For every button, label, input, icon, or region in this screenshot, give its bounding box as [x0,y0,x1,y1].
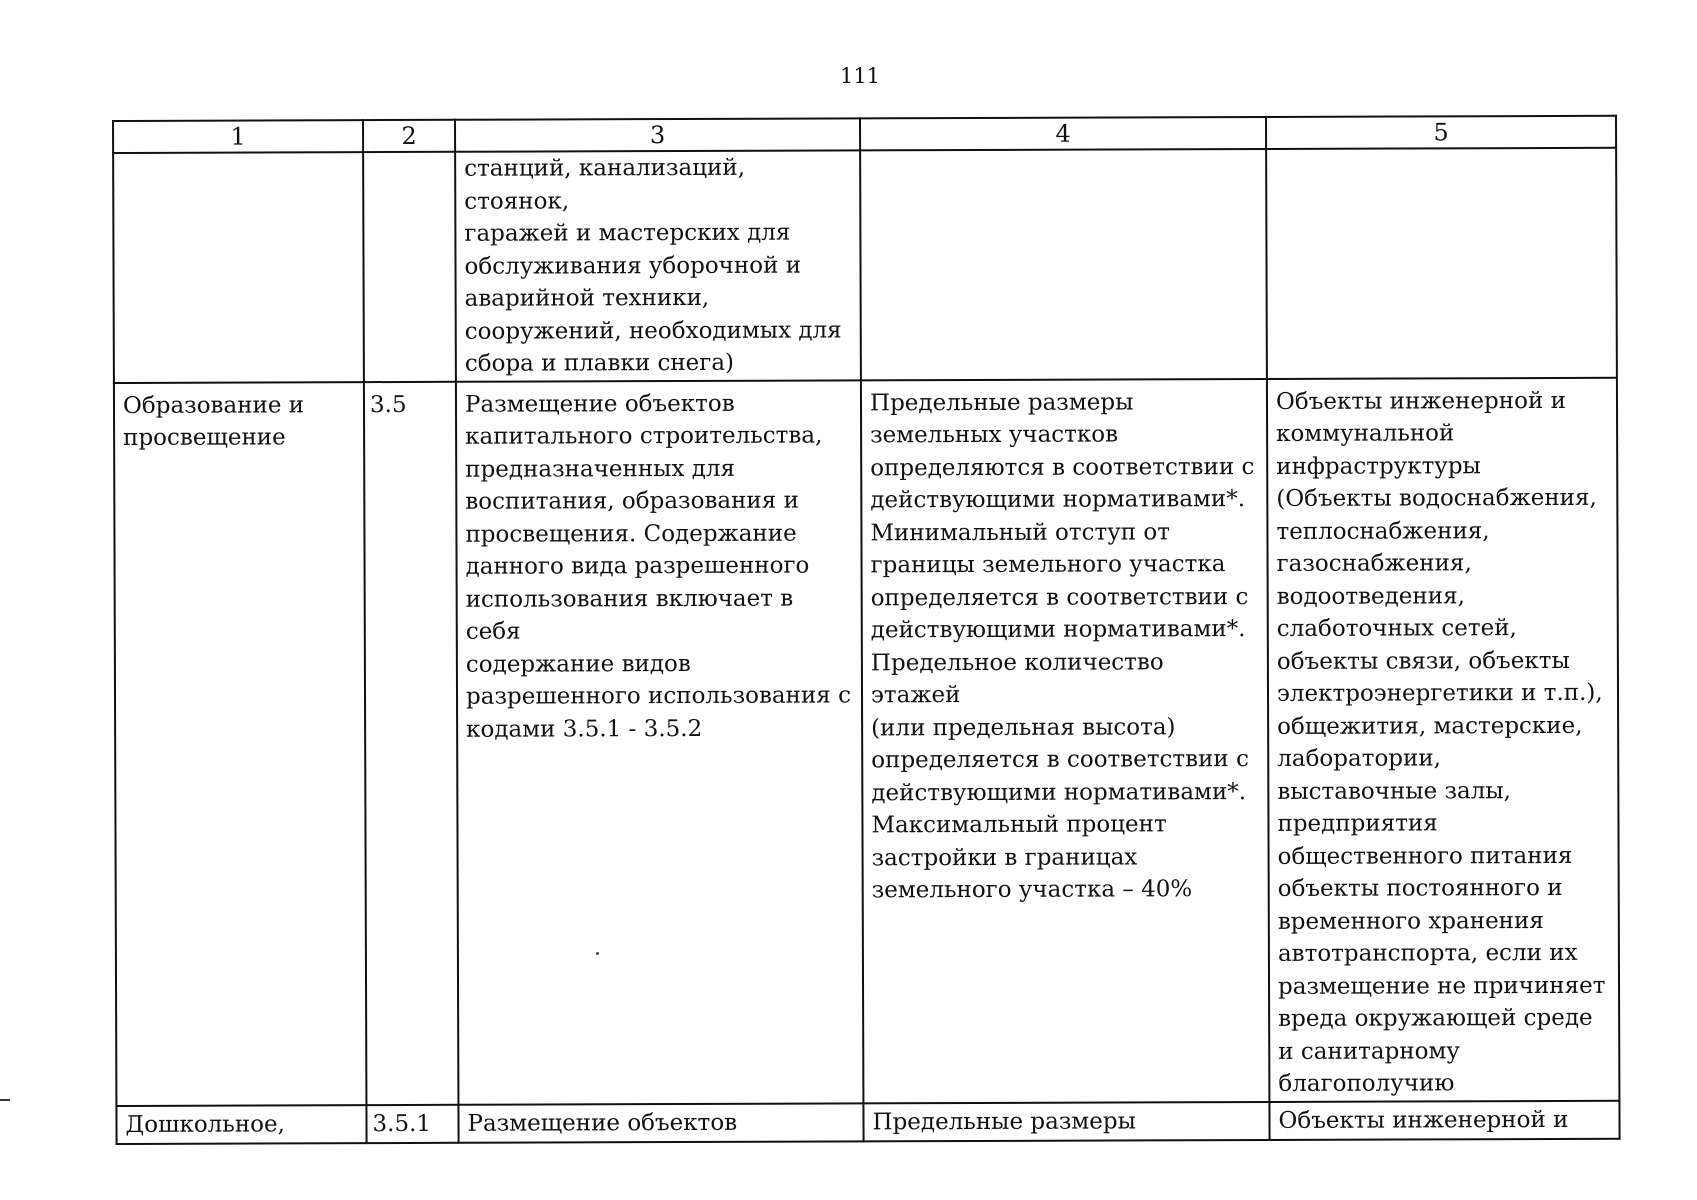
use-code-cell [363,152,456,382]
scan-speck [596,952,599,955]
parameters-cell: Предельные размеры [863,1101,1269,1140]
table-row [116,1100,1619,1143]
parameters-cell: Предельные размеры земельных участков определяются в соответствии с действующими нормативами*. Минимальный отступ от границы земельного участка определяется в соответствии с действующими нормативами*. Предельное количество этажей (или предельная высота) определяется в соответствии с действующими нормативами*. Максимальный процент застройки в границах земельного участка – 40% [861,378,1270,1102]
use-code-cell: 3.5.1 [366,1104,458,1142]
use-name-cell [113,152,364,382]
table-row [113,148,1617,383]
auxiliary-uses-cell [1266,148,1617,379]
column-header-3: 3 [455,118,860,151]
use-name-cell: Дошкольное, [116,1105,366,1144]
page-number: 111 [839,64,881,88]
use-description-cell: Размещение объектов капитального строительства, предназначенных для воспитания, образования и просвещения. Содержание данного вида разрешенного использования включает в себя содержание видов разрешенного использования с кодами 3.5.1 - 3.5.2 [456,380,864,1104]
column-header-4: 4 [860,117,1266,150]
regulations-table [112,115,1621,1145]
column-header-5: 5 [1266,116,1616,149]
table-row [114,377,1620,1105]
table-header-row [113,116,1616,153]
use-code-cell: 3.5 [364,381,459,1104]
auxiliary-uses-cell: Объекты инженерной и коммунальной инфраструктуры (Объекты водоснабжения, теплоснабжения, газоснабжения, водоотведения, слаботочных сетей, объекты связи, объекты электроэнергетики и т.п.), общежития, мастерские, лаборатории, выставочные залы, предприятия общественного питания объекты постоянного и временного хранения автотранспорта, если их размещение не причиняет вреда окружающей среде и санитарному благополучию [1267,377,1620,1101]
auxiliary-uses-cell: Объекты инженерной и [1269,1100,1619,1139]
parameters-cell [860,149,1267,380]
column-header-2: 2 [363,120,455,152]
use-description-cell: станций, канализаций, стоянок, гаражей и мастерских для обслуживания уборочной и аварийной техники, сооружений, необходимых для сбора и плавки снега) [455,150,861,381]
margin-mark [0,1099,10,1101]
column-header-1: 1 [113,120,363,153]
use-name-cell: Образование и просвещение [114,382,367,1106]
use-description-cell: Размещение объектов [458,1103,863,1142]
